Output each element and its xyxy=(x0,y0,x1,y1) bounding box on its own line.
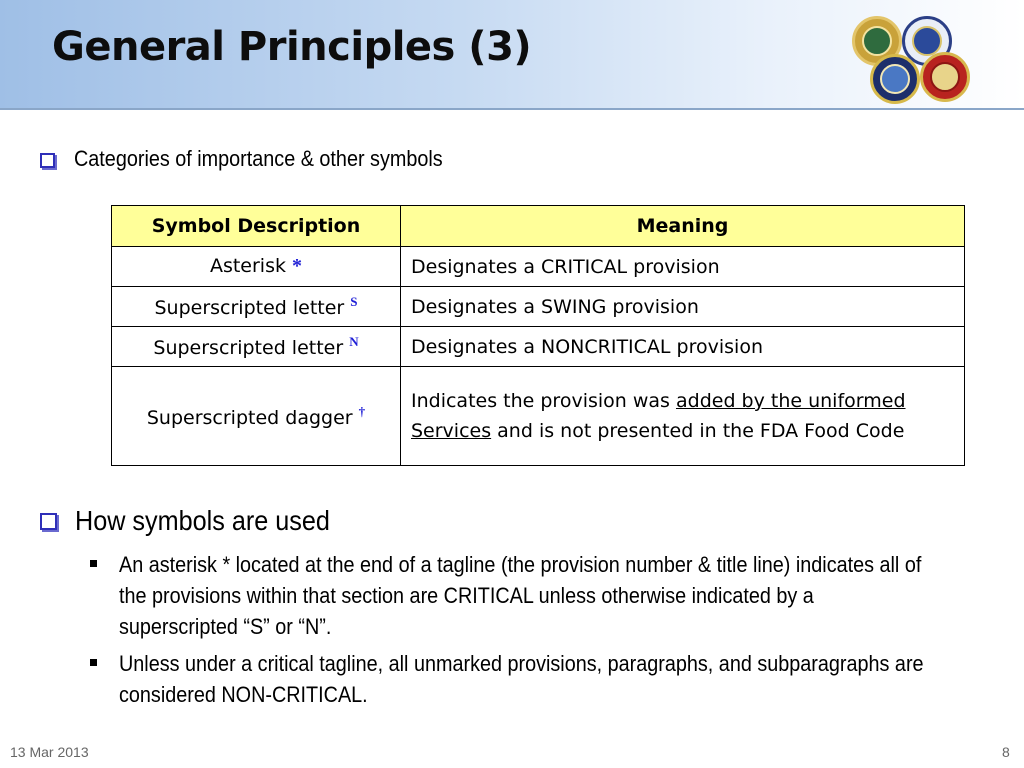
meaning-cell: Designates a SWING provision xyxy=(401,287,965,327)
slide-title: General Principles (3) xyxy=(52,24,532,70)
page-number: 8 xyxy=(1002,744,1010,760)
symbol-description-cell: Superscripted dagger † xyxy=(112,367,401,466)
table-header-cell: Symbol Description xyxy=(112,206,401,247)
section-heading-usage: How symbols are used xyxy=(75,505,330,536)
superscript-dagger-symbol: † xyxy=(358,403,366,419)
checkbox-bullet-icon xyxy=(40,513,57,530)
asterisk-symbol: * xyxy=(292,255,303,277)
symbol-description-cell: Superscripted letter $^N$ xyxy=(112,327,401,367)
table-header-cell: Meaning xyxy=(401,206,965,247)
symbol-description-cell: Asterisk * xyxy=(112,247,401,287)
symbol-table xyxy=(111,205,965,466)
military-seals-logo xyxy=(850,14,980,106)
meaning-cell: Designates a NONCRITICAL provision xyxy=(401,327,965,367)
symbol-description-cell: Superscripted letter $^S$ xyxy=(112,287,401,327)
usage-bullet-text: Unless under a critical tagline, all unmarked provisions, paragraphs, and subparagraphs are considered NON-CRITICAL. xyxy=(119,651,924,707)
table-row xyxy=(112,287,965,327)
usage-bullet-text: An asterisk * located at the end of a tagline (the provision number & title line) indicates all of the provisions within that section are CRITICAL unless otherwise indicated by a superscripted “S” or “N”. xyxy=(119,552,922,639)
table-row xyxy=(112,327,965,367)
navy-seal-icon xyxy=(870,54,920,104)
table-header-row xyxy=(112,206,965,247)
section-heading-categories: Categories of importance & other symbols xyxy=(74,146,443,171)
superscript-n-symbol: N xyxy=(349,334,359,349)
table-row xyxy=(112,247,965,287)
square-bullet-icon xyxy=(90,659,97,666)
footer-date: 13 Mar 2013 xyxy=(10,744,89,760)
superscript-s-symbol: S xyxy=(350,294,358,309)
marine-corps-seal-icon xyxy=(920,52,970,102)
meaning-cell: Designates a CRITICAL provision xyxy=(401,247,965,287)
title-bar xyxy=(0,0,1024,110)
table-row xyxy=(112,367,965,466)
meaning-cell: Indicates the provision was added by the uniformed Services and is not presented in the FDA Food Code xyxy=(401,367,965,466)
square-bullet-icon xyxy=(90,560,97,567)
checkbox-bullet-icon xyxy=(40,153,55,168)
